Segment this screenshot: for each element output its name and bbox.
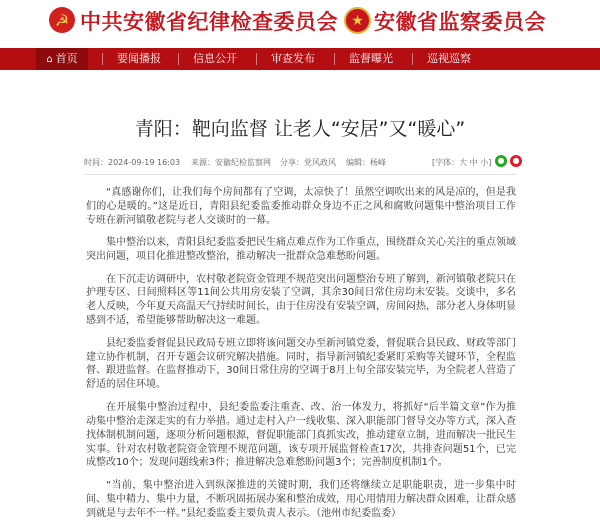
nav-divider bbox=[102, 53, 103, 65]
nav-item-exposure[interactable]: 监督曝光 bbox=[349, 52, 393, 65]
article-paragraph: 在开展集中整治过程中，县纪委监委注重查、改、治一体发力，将抓好“后半篇文章”作为推动集中整治走深走实的有力举措。通过走村入户一线收集、深入职能部门督导交办等方式，深入查找体制机制问题，逐项分析问题根源，督促职能部门真抓实改，推动建章立制，进而解决一批民生实事。针对农村敬老院资金管理不规范问题，该专项开展监督检查17次，共排查问题51个，已完成整改10个；发现问题线索3件；推进解决急难愁盼问题3个；完善制度机制1个。 bbox=[86, 401, 516, 469]
article-paragraph: 集中整治以来，青阳县纪委监委把民生痛点难点作为工作重点，围绕群众关心关注的重点领域突出问题，项目化推进整改整治，推动解决一批群众急难愁盼问题。 bbox=[86, 237, 516, 263]
nav-item-inspection[interactable]: 巡视巡察 bbox=[427, 52, 471, 65]
meta-divider bbox=[84, 174, 516, 175]
publish-time: 时间：2024-09-19 16:03 bbox=[84, 158, 181, 167]
nav-divider bbox=[178, 53, 179, 65]
home-icon: ⌂ bbox=[46, 54, 53, 65]
nav-item-info-public[interactable]: 信息公开 bbox=[193, 52, 237, 65]
article-editor: 编辑：杨峰 bbox=[346, 158, 386, 167]
article-title: 青阳：靶向监督 让老人“安居”又“暖心” bbox=[134, 118, 466, 140]
nav-item-news[interactable]: 要闻播报 bbox=[117, 52, 161, 65]
discipline-commission-title[interactable]: 中共安徽省纪律检查委员会 bbox=[80, 10, 338, 34]
national-emblem-icon: ★ bbox=[344, 7, 371, 34]
nav-item-review[interactable]: 审查发布 bbox=[271, 52, 315, 65]
font-size-controls[interactable]: [字体：大 中 小] bbox=[432, 158, 492, 167]
party-emblem-icon: ☭ bbox=[49, 7, 75, 33]
nav-item-home[interactable]: ⌂ 首页 bbox=[36, 48, 88, 70]
article-paragraph: “真感谢你们，让我们每个房间都有了空调，太凉快了！虽然空调吹出来的风是凉的，但是我们的心是暖的。”这是近日，青阳县纪委监委推动群众身边不正之风和腐败问题集中整治项目工作专班在新河镇敬老院与老人交谈时的一幕。 bbox=[86, 187, 516, 226]
nav-divider bbox=[256, 53, 257, 65]
article-paragraph: 县纪委监委督促县民政局专班立即将该问题交办至新河镇党委，督促联合县民政、财政等部门建立协作机制，召开专题会议研究解决措施。同时，指导新河镇纪委紧盯采购等关键环节，全程监督、跟进监督。在监督推动下，30间日常住房的空调于8月上旬全部安装完毕，为全院老人营造了舒适的居住环境。 bbox=[86, 337, 516, 391]
article-body bbox=[86, 186, 516, 529]
article-paragraph: “当前，集中整治进入到纵深推进的关键时期，我们还将继续立足职能职责，进一步集中时间、集中精力、集中力量，不断巩固拓展办案和整治成效，用心用情用力解决群众困难，让群众感到就是与去年不一样。”县纪委监委主要负责人表示。（池州市纪委监委） bbox=[86, 479, 516, 519]
article-share-category: 分享：党风政风 bbox=[280, 158, 336, 167]
article-paragraph: 在下沉走访调研中，农村敬老院资金管理不规范突出问题整治专班了解到，新河镇敬老院只在护理专区、日间照料区等11间公共用房安装了空调，其余30间日常住房均未安装。交谈中，多名老人反映，今年夏天高温天气持续时间长，由于住房没有安装空调，房间闷热，部分老人身体明显感到不适，希望能够帮助解决这一难题。 bbox=[86, 273, 516, 327]
nav-divider bbox=[334, 53, 335, 65]
weibo-share-icon[interactable]: ● bbox=[510, 155, 522, 167]
site-header bbox=[0, 0, 600, 40]
nav-divider bbox=[412, 53, 413, 65]
main-nav bbox=[0, 48, 600, 70]
supervision-commission-title[interactable]: 安徽省监察委员会 bbox=[374, 10, 546, 34]
wechat-share-icon[interactable]: ● bbox=[495, 155, 507, 167]
article-source: 来源：安徽纪检监察网 bbox=[191, 158, 271, 167]
